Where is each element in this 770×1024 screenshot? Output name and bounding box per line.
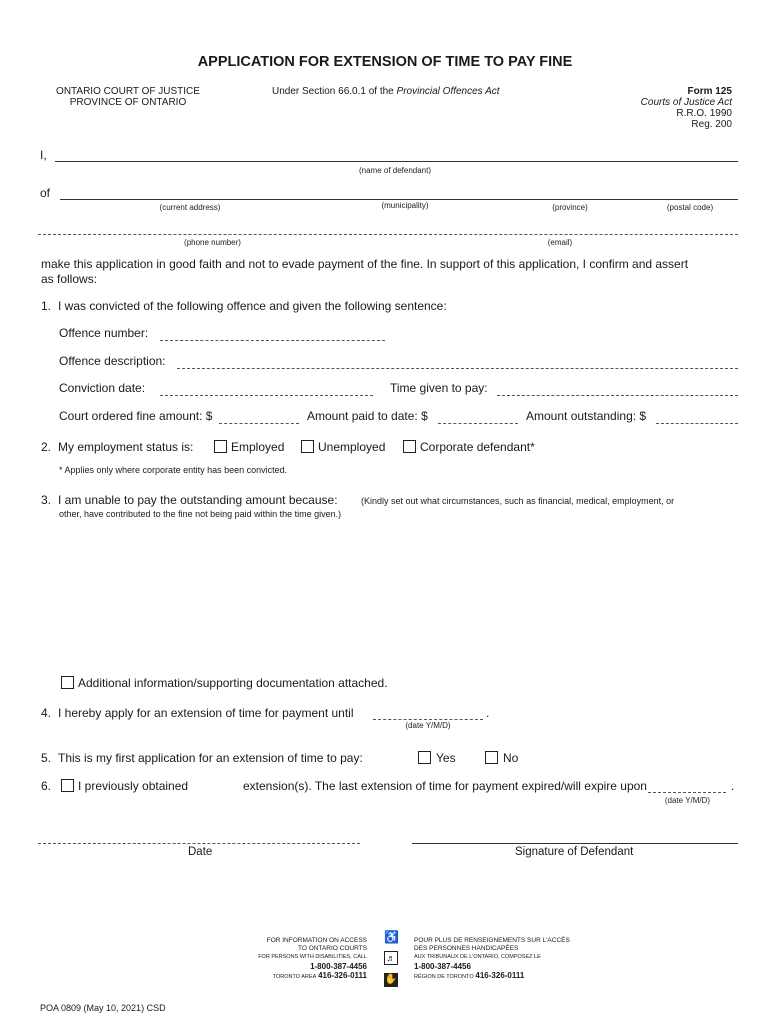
fine-amount-field[interactable] [219,423,299,424]
form-rro: R.R.O. 1990 [676,108,732,119]
item-3-text: I am unable to pay the outstanding amount because: [58,493,338,507]
corporate-label: Corporate defendant* [420,440,535,454]
item-4-number: 4. [41,706,52,720]
municipality-caption: (municipality) [381,201,429,210]
access-en-line-2: TO ONTARIO COURTS [298,945,367,952]
access-fr-line-1: POUR PLUS DE RENSEIGNEMENTS SUR L'ACCÈS [414,937,570,944]
item-2-number: 2. [41,440,52,454]
item-5-number: 5. [41,751,52,765]
signature-label: Signature of Defendant [515,846,634,858]
item-4-period: . [486,706,490,720]
item-6-date-caption: (date Y/M/D) [664,796,711,805]
yes-label: Yes [436,751,456,765]
item-5-text: This is my first application for an extension of time to pay: [58,751,363,765]
item-6-period: . [731,779,735,793]
court-line-2: PROVINCE OF ONTARIO [69,97,187,108]
item-4-date-caption: (date Y/M/D) [405,721,451,730]
amount-paid-label: Amount paid to date: $ [307,409,428,423]
i-label: I, [40,148,47,162]
time-given-label: Time given to pay: [390,381,488,395]
access-fr-line-3: AUX TRIBUNAUX DE L'ONTARIO, COMPOSEZ LE [414,954,541,960]
sign-language-icon: ✋ [384,974,398,985]
access-info-french [414,937,570,981]
item-3-number: 3. [41,493,52,507]
form-title: APPLICATION FOR EXTENSION OF TIME TO PAY FINE [197,54,573,70]
court-line-1: ONTARIO COURT OF JUSTICE [56,86,200,97]
form-act: Courts of Justice Act [640,97,732,108]
phone-email-field[interactable] [38,234,738,235]
offence-description-label: Offence description: [59,354,166,368]
item-2-text: My employment status is: [58,440,194,454]
employed-checkbox[interactable] [214,440,227,453]
intro-line-1: make this application in good faith and not to evade payment of the fine. In support of this application, I confirm and assert [41,257,689,271]
item-3-hint-1: (Kindly set out what circumstances, such as financial, medical, employment, or [361,496,675,506]
form-number-block [641,86,732,130]
time-given-field[interactable] [497,395,738,396]
extension-count-field[interactable] [192,777,238,793]
offence-number-field[interactable] [160,340,385,341]
province-caption: (province) [552,203,588,212]
court-header [48,86,208,108]
address-field[interactable] [60,199,738,200]
name-caption: (name of defendant) [358,166,432,175]
unemployed-label: Unemployed [318,440,386,454]
defendant-signature-field[interactable] [412,843,738,844]
of-label: of [40,186,51,200]
item-6-text-a: I previously obtained [78,779,189,793]
access-fr-toronto-label: RÉGION DE TORONTO [414,974,474,980]
form-number: Form 125 [687,86,732,97]
amount-paid-field[interactable] [438,423,518,424]
extension-date-field[interactable] [373,719,483,720]
defendant-name-field[interactable] [55,161,738,162]
corporate-footnote: * Applies only where corporate entity has been convicted. [59,465,288,475]
access-en-phone: 1-800-387-4456 [310,962,367,971]
no-label: No [503,751,519,765]
item-6-number: 6. [41,779,52,793]
last-extension-date-field[interactable] [648,792,726,793]
attached-label: Additional information/supporting documentation attached. [78,676,388,690]
postal-caption: (postal code) [666,203,714,212]
access-en-toronto-phone: 416-326-0111 [318,971,367,980]
previous-extension-checkbox[interactable] [61,779,74,792]
item-4-text: I hereby apply for an extension of time for payment until [58,706,354,720]
item-1-text: I was convicted of the following offence and given the following sentence: [58,299,447,313]
phone-caption: (phone number) [184,238,241,247]
employed-label: Employed [231,440,285,454]
date-signature-field[interactable] [38,843,360,844]
no-checkbox[interactable] [485,751,498,764]
access-fr-line-2: DES PERSONNES HANDICAPÉES [414,945,519,952]
form-reg: Reg. 200 [691,119,732,130]
address-caption: (current address) [159,203,221,212]
form-code: POA 0809 (May 10, 2021) CSD [40,1003,166,1013]
email-caption: (email) [547,238,573,247]
access-fr-phone: 1-800-387-4456 [414,962,471,971]
item-1-number: 1. [41,299,52,313]
amount-outstanding-field[interactable] [656,423,738,424]
item-3-hint-2: other, have contributed to the fine not being paid within the time given.) [59,509,342,519]
access-info-english [258,937,367,981]
item-6-text-b: extension(s). The last extension of time for payment expired/will expire upon [243,779,647,793]
yes-checkbox[interactable] [418,751,431,764]
date-label: Date [188,846,213,858]
corporate-checkbox[interactable] [403,440,416,453]
access-fr-toronto-phone: 416-326-0111 [475,971,525,980]
intro-line-2: as follows: [41,272,98,286]
attached-checkbox[interactable] [61,676,74,689]
hearing-icon: ♬ [384,951,398,965]
reason-textarea[interactable] [58,525,738,665]
fine-amount-label: Court ordered fine amount: $ [59,409,213,423]
wheelchair-icon: ♿ [384,930,399,944]
unemployed-checkbox[interactable] [301,440,314,453]
statute-prefix: Under Section 66.0.1 of the [272,86,397,97]
access-en-line-3: FOR PERSONS WITH DISABILITIES, CALL [258,954,367,960]
conviction-date-field[interactable] [160,395,373,396]
statute-act: Provincial Offences Act [396,86,500,97]
access-en-line-1: FOR INFORMATION ON ACCESS [266,937,367,944]
offence-number-label: Offence number: [59,326,149,340]
amount-outstanding-label: Amount outstanding: $ [526,409,647,423]
offence-description-field[interactable] [177,368,738,369]
statute-reference [272,86,500,97]
conviction-date-label: Conviction date: [59,381,146,395]
access-en-toronto-label: TORONTO AREA [272,974,317,980]
